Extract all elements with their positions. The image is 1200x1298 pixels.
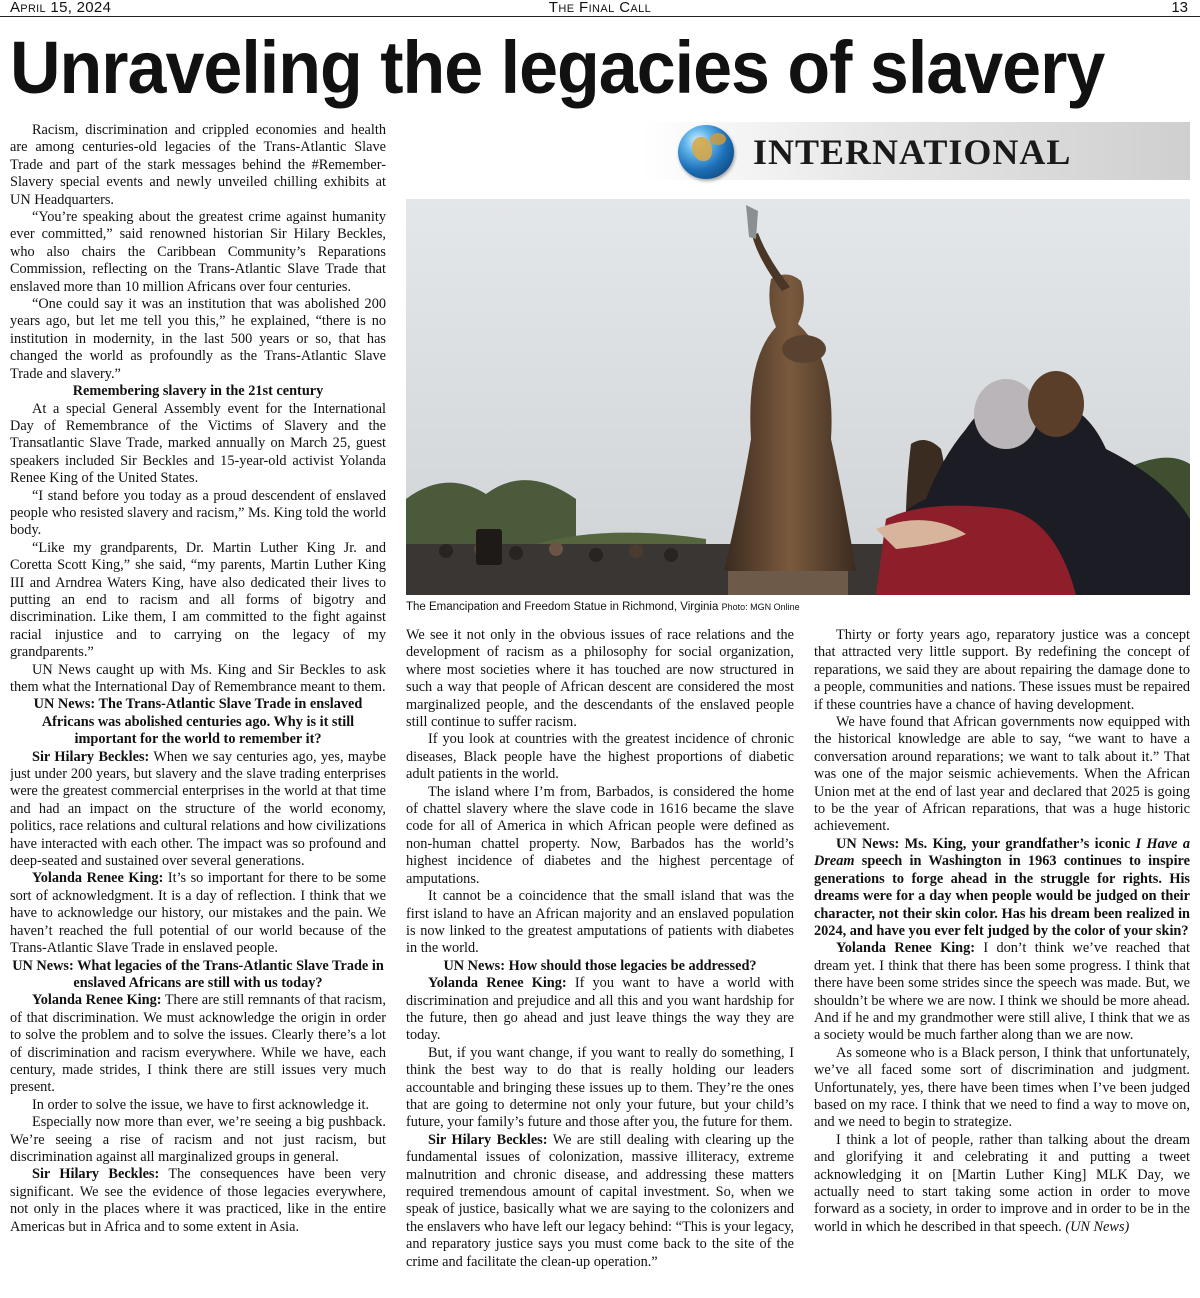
paragraph: If you look at countries with the greatest incidence of chronic diseases, Black people have the highest proportions of diabetic adult patients in the world. [406, 731, 794, 783]
statue-photo [406, 199, 1190, 595]
article-column-3 [814, 627, 1190, 1296]
article-column-1 [10, 122, 386, 1296]
answer-text: If you want to have a world with discrimination and prejudice and all this and you want hardship for the future, then go ahead and just leave things the way they are today. [406, 975, 794, 1044]
interview-answer [10, 870, 386, 957]
paragraph: “You’re speaking about the greatest crime against humanity ever committed,” said renowned historian Sir Hilary Beckles, who also chairs the Caribbean Community’s Reparations Commission, reflecting on the Trans-Atlantic Slave Trade that enslaved more than 10 million Africans over four centuries. [10, 209, 386, 295]
paragraph: But, if you want change, if you want to really do something, I think the best way to do that is really holding our leaders accountable and bringing these issues up to them. They’re the ones that are going to determine not only your future, but your child’s future, your family’s future and those after you, the future for them. [406, 1044, 794, 1131]
paragraph: As someone who is a Black person, I think that unfortunately, we’ve all faced some sort of discrimination and judgment. Unfortunately, yes, there have been times when I’ve been judged based on my race. I think that we need to find a way to move on, and we need to begin to strategize. [814, 1044, 1190, 1131]
speech-title: I Have a Dream [814, 835, 1190, 870]
interview-answer [10, 992, 386, 1096]
photo-credit: Photo: MGN Online [721, 602, 800, 612]
answer-text: There are still remnants of that racism, of that discrimination. We must acknowledge the origin in order to solve the problem and to solve the issues. Clearly there’s a lot of discrimination and racism everywhere. While we have, each century, made strides, I think there are still issues very much present. [10, 992, 386, 1096]
interview-question: UN News: Ms. King, your grandfather’s iconic I Have a Dream speech in Washington in 1963 continues to inspire generations to forge ahead in the struggle for rights. His dreams were for a day when people would be judged on their character, not their skin color. Has his dream been realized in 2024, and have you ever felt judged by the color of your skin? [814, 835, 1190, 939]
interview-question: UN News: How should those legacies be addressed? [443, 957, 757, 974]
paragraph: We see it not only in the obvious issues of race relations and the development of racism as a philosophy for social organization, where most societies where it has touched are now structured in such a way that people of African descent are considered the most marginalized people, and the descendants of the enslaved people still continue to suffer racism. [406, 627, 794, 731]
interview-answer [406, 975, 794, 1045]
paragraph: UN News caught up with Ms. King and Sir Beckles to ask them what the International Day of Remembrance meant to them. [10, 661, 386, 695]
paragraph: Racism, discrimination and crippled economies and health are among centuries-old legacies of the Trans-Atlantic Slave Trade and part of the stark messages behind the #Remember-Slavery special events and newly unveiled chilling exhibits at UN Headquarters. [10, 122, 386, 208]
paragraph: I think a lot of people, rather than talking about the dream and glorifying it and celebrating it and putting a tweet acknowledging it on [Martin Luther King] MLK Day, we actually need to start taking some action in order to move forward as a society, in order to improve and in order to be in the world in which he described in that speech. (UN News) [814, 1131, 1190, 1235]
paragraph: It cannot be a coincidence that the small island that was the first island to have an African majority and an enslaved population is now linked to the greatest amputations of patients with diabetes in the world. [406, 888, 794, 957]
interview-question: UN News: The Trans-Atlantic Slave Trade in enslaved Africans was abolished centuries ago. Why is it still important for the world to remember it? [33, 696, 363, 748]
interview-answer [10, 749, 386, 871]
interview-answer [10, 1166, 386, 1236]
speaker-name: Sir Hilary Beckles: [32, 1166, 160, 1183]
paragraph: Especially now more than ever, we’re seeing a big pushback. We’re seeing a rise of racism and not just racism, but discrimination against all marginalized groups in general. [10, 1114, 386, 1165]
paragraph: We have found that African governments now equipped with the historical knowledge are able to say, “we want to have a conversation around reparations; we want to talk about it.” That was one of the major seismic achievements. When the African Union met at the end of last year and declared that 2025 is going to be the year of African reparations, that was a huge historic achievement. [814, 714, 1190, 835]
paragraph: “I stand before you today as a proud descendent of enslaved people who resisted slavery and racism,” Ms. King told the world body. [10, 487, 386, 539]
masthead [0, 0, 1200, 17]
paragraph: The island where I’m from, Barbados, is considered the home of chattel slavery where the slave code in 1616 became the slave code for all of America in which African people were defined as non-human chattel property. Now, Barbados has the world’s highest incidence of diabetes and the highest percentage of amputations. [406, 783, 794, 887]
issue-date: April 15, 2024 [10, 0, 112, 16]
speaker-name: Yolanda Renee King: [32, 870, 164, 887]
paragraph: “One could say it was an institution that was abolished 200 years ago, but let me tell you this,” he explained, “there is no institution in modernity, in the last 500 years or so, that has changed the world as profoundly as the Trans-Atlantic Slave Trade and slavery.” [10, 296, 386, 382]
speaker-name: Yolanda Renee King: [32, 992, 162, 1009]
paragraph: “Like my grandparents, Dr. Martin Luther King Jr. and Coretta Scott King,” she said, “my parents, Martin Luther King III and Arndrea Waters King, have also dedicated their lives to putting an end to racism and all forms of bigotry and discrimination. Like them, I am committed to the fight against racial injustice and to carrying on the legacy of my grandparents.” [10, 539, 386, 661]
page-number: 13 [1171, 0, 1188, 16]
newspaper-name: The Final Call [548, 0, 652, 16]
speaker-name: Sir Hilary Beckles: [428, 1131, 548, 1148]
speaker-name: Yolanda Renee King: [428, 975, 567, 992]
headline: Unraveling the legacies of slavery [10, 26, 1105, 109]
caption-text: The Emancipation and Freedom Statue in Richmond, Virginia [406, 601, 719, 613]
answer-text: I don’t think we’ve reached that dream yet. I think that there has been some progress. I think that there have been some strides since the speech was made. But, we shouldn’t be where we are now. I think we should be more ahead. And if he and my grandmother were still alive, I think that we as a society would be much farther along than we are now. [814, 940, 1190, 1044]
globe-icon [678, 125, 734, 179]
answer-text: When we say centuries ago, yes, maybe just under 200 years, but slavery and the slave trading enterprises were the greatest commercial enterprises in the world at that time and had an impact on the structure of the world economy, politics, race relations and cultural relations and how civilizations have interacted with each other. The impact was so profound and deep-seated and sustained over several generations. [10, 748, 386, 870]
interview-answer [406, 1132, 794, 1271]
speaker-name: Yolanda Renee King: [836, 940, 976, 957]
section-label: INTERNATIONAL [753, 132, 1072, 172]
answer-text: We are still dealing with clearing up the fundamental issues of colonization, massive illiteracy, extreme malnutrition and chronic disease, and addressing these matters required tremendous amount of capital investment. So, when we speak of justice, basically what we are saying to the colonizers and the enslavers who have left our legacy behind: “This is your legacy, and reparatory justice says you must come back to the site of the crime and facilitate the clean-up operation.” [406, 1131, 794, 1270]
subheading: Remembering slavery in the 21st century [72, 383, 324, 400]
source-credit: (UN News) [1065, 1218, 1130, 1235]
photo-caption [406, 600, 1190, 614]
interview-answer [814, 940, 1190, 1044]
answer-text: The consequences have been very significant. We see the evidence of those legacies everywhere, not only in the places where it was practiced, like in the entire Americas but in Africa and to some extent in Asia. [10, 1166, 386, 1235]
paragraph: Thirty or forty years ago, reparatory justice was a concept that attracted very little support. By redefining the concept of reparations, we said they are about repairing the damage done to a people, communities and nations. These issues must be repaired if these countries have a chance of having development. [814, 627, 1190, 713]
speaker-name: Sir Hilary Beckles: [32, 748, 150, 765]
article-column-2 [406, 627, 794, 1296]
section-banner [406, 122, 1190, 180]
answer-text: It’s so important for there to be some sort of acknowledgment. It is a day of reflection. I think that we have to acknowledge our history, our mistakes and the pain. We haven’t reached the full potential of our world because of the Trans-Atlantic Slave Trade in enslaved people. [10, 870, 386, 957]
paragraph: At a special General Assembly event for the International Day of Remembrance of the Victims of Slavery and the Transatlantic Slave Trade, marked annually on March 25, guest speakers included Sir Beckles and 15-year-old activist Yolanda Renee King of the United States. [10, 400, 386, 487]
paragraph: In order to solve the issue, we have to first acknowledge it. [32, 1096, 370, 1113]
interview-question: UN News: What legacies of the Trans-Atlantic Slave Trade in enslaved Africans are still with us today? [12, 957, 384, 991]
